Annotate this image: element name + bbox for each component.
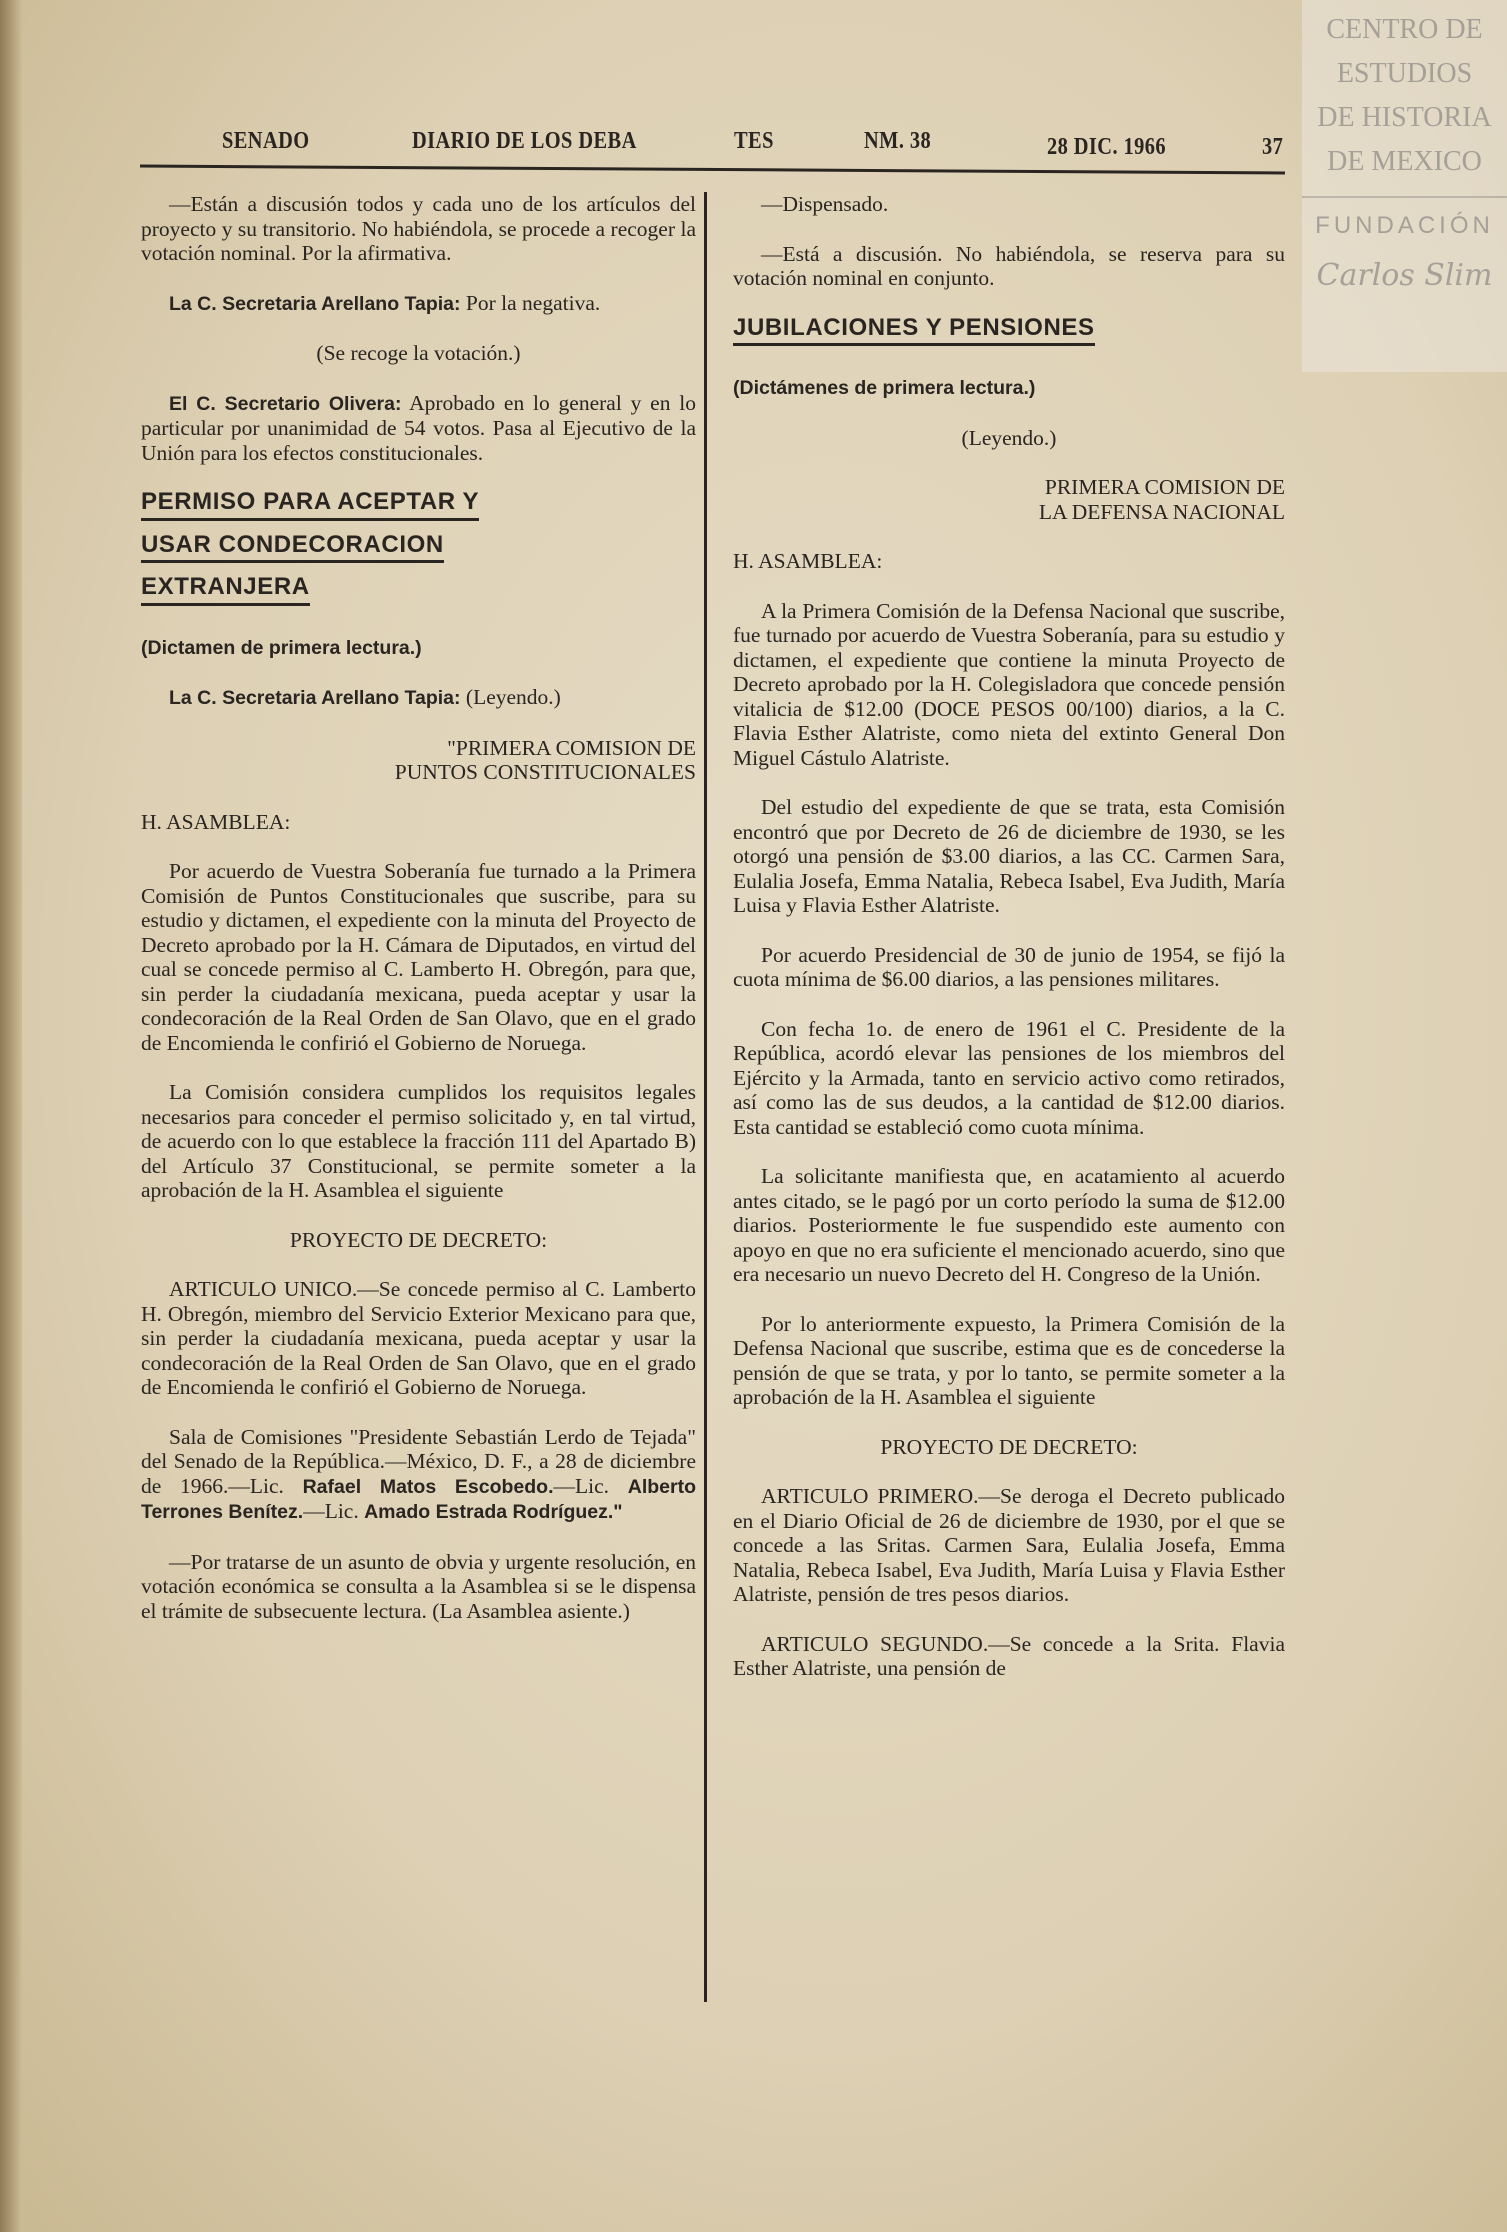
heading-line: JUBILACIONES Y PENSIONES xyxy=(733,316,1095,347)
speaker: La C. Secretaria Arellano Tapia: xyxy=(169,292,461,315)
salutation: H. ASAMBLEA: xyxy=(141,809,291,834)
left-column xyxy=(141,192,696,1648)
text: Sala de Comisiones "Presidente Sebastián Lerdo de Tejada" del Senado de la República.—México, D. F., a 28 de diciembre de 1966.—Lic. xyxy=(141,1424,696,1498)
header-senado: SENADO xyxy=(222,128,310,154)
paragraph: A la Primera Comisión de la Defensa Nacional que suscribe, fue turnado por acuerdo de Vuestra Soberanía, para su estudio y dictamen, el expediente que contiene la minuta Proyecto de Decreto aprobado por la H. Colegisladora que concede pensión vitalicia de $12.00 (DOCE PESOS 00/100) diarios, a la C. Flavia Esther Alatriste, como nieta del extinto General Don Miguel Cástulo Alatriste. xyxy=(733,598,1285,770)
decree-title: PROYECTO DE DECRETO: xyxy=(880,1434,1138,1459)
right-column xyxy=(733,192,1285,1706)
commission-line: LA DEFENSA NACIONAL xyxy=(1038,499,1285,524)
commission-line: PUNTOS CONSTITUCIONALES xyxy=(394,760,696,784)
paragraph xyxy=(141,291,696,317)
paragraph: Por acuerdo Presidencial de 30 de junio de 1954, se fijó la cuota mínima de $6.00 diarios, a las pensiones militares. xyxy=(733,942,1285,991)
heading-line: EXTRANJERA xyxy=(141,575,310,606)
heading-line: PERMISO PARA ACEPTAR Y xyxy=(141,490,479,521)
paragraph: ARTICULO PRIMERO.—Se deroga el Decreto publicado en el Diario Oficial de 26 de diciembre de 1930, por el que se concede a las Sritas. Carmen Sara, Eulalia Josefa, Emma Natalia, Rebeca Isabel, Eva Judith, María Luisa y Flavia Esther Alatriste, pensión de tres pesos diarios. xyxy=(733,1484,1285,1606)
signatures-paragraph xyxy=(141,1425,696,1525)
paragraph: —Está a discusión. No habiéndola, se reserva para su votación nominal en conjunto. xyxy=(733,241,1285,290)
decree-title: PROYECTO DE DECRETO: xyxy=(289,1227,548,1252)
signature-name: Amado Estrada Rodríguez." xyxy=(364,1501,623,1523)
section-heading xyxy=(733,313,1285,359)
section-heading xyxy=(141,490,696,618)
dictamen-note: (Dictamen de primera lectura.) xyxy=(141,636,422,659)
watermark-line: DE HISTORIA xyxy=(1317,102,1492,133)
paragraph: —Por tratarse de un asunto de obvia y urgente resolución, en votación económica se consulta a la Asamblea si se le dispensa el trámite de subsecuente lectura. (La Asamblea asiente.) xyxy=(141,1549,696,1623)
archive-watermark xyxy=(1302,0,1507,372)
header-tes: TES xyxy=(734,128,774,154)
paragraph: La solicitante manifiesta que, en acatamiento al acuerdo antes citado, se le pagó por un corto período la suma de $12.00 diarios. Posteriormente le fue suspendido este aumento con apoyo en que no era suficiente el mencionado acuerdo, sino que era necesario un nuevo Decreto del H. Congreso de la Unión. xyxy=(733,1164,1285,1286)
commission-title xyxy=(733,475,1285,524)
speech: (Leyendo.) xyxy=(460,685,561,709)
commission-title xyxy=(141,736,696,785)
paragraph: Por lo anteriormente expuesto, la Primera Comisión de la Defensa Nacional que suscribe, estima que es de concederse la pensión de que se trata, y por lo tanto, se permite someter a la aprobación de la H. Asamblea el siguiente xyxy=(733,1311,1285,1409)
signature-name: Alberto Terrones Benítez. xyxy=(141,1475,696,1523)
speaker: El C. Secretario Olivera: xyxy=(169,392,402,415)
watermark-line: DE MEXICO xyxy=(1327,146,1482,177)
text: —Lic. xyxy=(303,1499,365,1523)
stage-note: (Se recoge la votación.) xyxy=(316,341,521,365)
column-divider xyxy=(704,192,707,2002)
paragraph: Con fecha 1o. de enero de 1961 el C. Presidente de la República, acordó elevar las pensiones de los miembros del Ejército y la Armada, tanto en servicio activo como retirados, así como las de sus deudos, a la cantidad de $12.00 diarios. Esta cantidad se estableció como cuota mínima. xyxy=(733,1016,1285,1139)
watermark-fundacion: FUNDACIÓN xyxy=(1302,196,1507,240)
paragraph: ARTICULO UNICO.—Se concede permiso al C. Lamberto H. Obregón, miembro del Servicio Exterior Mexicano para que, sin perder la ciudadanía mexicana, pueda aceptar y usar la condecoración de la Real Orden de San Olavo, que en el grado de Encomienda le confirió el Gobierno de Noruega. xyxy=(141,1277,696,1399)
page-binding-edge xyxy=(0,0,22,2232)
watermark-line: ESTUDIOS xyxy=(1336,58,1473,89)
paragraph: —Están a discusión todos y cada uno de los artículos del proyecto y su transitorio. No habiéndola, se procede a recoger la votación nominal. Por la afirmativa. xyxy=(141,192,696,265)
watermark-text xyxy=(1302,8,1507,184)
commission-line: "PRIMERA COMISION DE xyxy=(447,735,696,760)
header-page-number: 37 xyxy=(1262,134,1284,160)
header-number: NM. 38 xyxy=(864,128,932,154)
text: —Lic. xyxy=(553,1473,628,1498)
running-header xyxy=(222,128,1282,158)
paragraph: La Comisión considera cumplidos los requisitos legales necesarios para conceder el permiso solicitado y, en tal virtud, de acuerdo con lo que establece la fracción 111 del Apartado B) del Artículo 37 Constitucional, se permite someter a la aprobación de la H. Asamblea el siguiente xyxy=(141,1080,696,1202)
paragraph: Por acuerdo de Vuestra Soberanía fue turnado a la Primera Comisión de Puntos Constitucionales que suscribe, para su estudio y dictamen, el expediente con la minuta del Proyecto de Decreto aprobado por la H. Cámara de Diputados, en virtud del cual se concede permiso al C. Lamberto H. Obregón, para que, sin perder la ciudadanía mexicana, pueda aceptar y usar la condecoración de la Real Orden de San Olavo, que en el grado de Encomienda le confirió el Gobierno de Noruega. xyxy=(141,859,696,1055)
header-diario: DIARIO DE LOS DEBA xyxy=(412,128,637,154)
watermark-line: CENTRO DE xyxy=(1326,14,1483,45)
paragraph: Del estudio del expediente de que se trata, esta Comisión encontró que por Decreto de 26 de diciembre de 1930, se les otorgó una pensión de $3.00 diarios, a las CC. Carmen Sara, Eulalia Josefa, Emma Natalia, Rebeca Isabel, Eva Judith, María Luisa y Flavia Esther Alatriste. xyxy=(733,795,1285,917)
commission-line: PRIMERA COMISION DE xyxy=(1044,475,1285,499)
paragraph xyxy=(141,685,696,711)
salutation: H. ASAMBLEA: xyxy=(733,549,883,573)
speech: Aprobado en lo general y en lo particular por unanimidad de 54 votos. Pasa al Ejecutivo de la Unión para los efectos constitucionales. xyxy=(141,390,697,465)
stage-note: (Leyendo.) xyxy=(961,425,1057,450)
watermark-signature: Carlos Slim xyxy=(1316,258,1493,293)
heading-line: USAR CONDECORACION xyxy=(141,533,444,564)
speech: Por la negativa. xyxy=(460,290,601,315)
header-rule xyxy=(140,165,1285,175)
paragraph xyxy=(141,391,696,466)
paragraph: —Dispensado. xyxy=(761,192,889,216)
header-date: 28 DIC. 1966 xyxy=(1047,134,1167,160)
dictamen-note: (Dictámenes de primera lectura.) xyxy=(733,377,1036,399)
paragraph: ARTICULO SEGUNDO.—Se concede a la Srita. Flavia Esther Alatriste, una pensión de xyxy=(733,1631,1285,1680)
signature-name: Rafael Matos Escobedo. xyxy=(302,1475,554,1498)
speaker: La C. Secretaria Arellano Tapia: xyxy=(169,687,461,709)
